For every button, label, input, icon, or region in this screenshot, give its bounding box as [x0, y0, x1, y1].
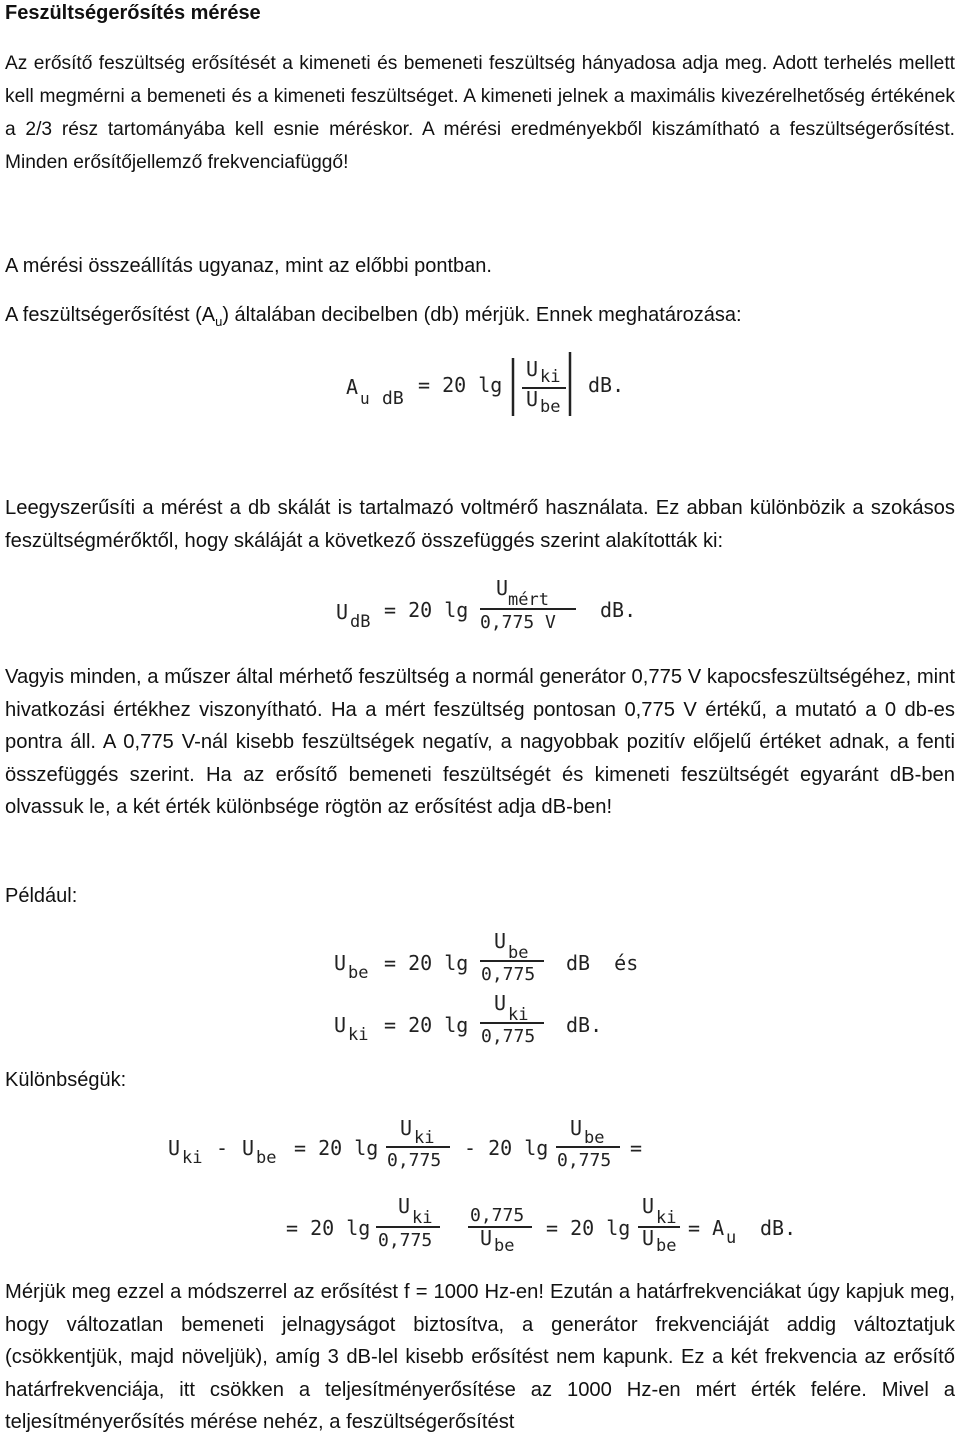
fraction-denominator-subscript: be [656, 1236, 677, 1256]
formula-operator: = 20 lg [384, 1013, 469, 1037]
formula-subscript: ki [182, 1148, 203, 1168]
formula-ube [326, 930, 656, 988]
formula-subscript: u [726, 1228, 737, 1248]
fraction-numerator: U [526, 357, 539, 381]
formula-udb [320, 575, 660, 645]
fraction-denominator: U [480, 1226, 493, 1250]
fraction-denominator: 0,775 V [480, 612, 556, 633]
fraction-denominator-subscript: be [540, 397, 561, 417]
paragraph-intro: Az erősítő feszültség erősítését a kimeneti és bemeneti feszültség hányadosa adja meg. Adott terhelés mellett kell megmérni a bemeneti és a kimeneti feszültséget. A kimeneti jelnek a maximális kivezérelhetőség értékének a 2/3 rész tartományába kell esnie méréskor. A mérési eredményekből kiszámítható a feszültségerősítést. Minden erősítőjellemző frekvenciafüggő! [5, 53, 955, 173]
fraction-numerator-subscript: ki [412, 1208, 433, 1228]
fraction-numerator: U [400, 1116, 413, 1140]
formula-difference-line1 [160, 1115, 660, 1175]
formula-voltage-gain-db [330, 350, 650, 422]
fraction-denominator: 0,775 [387, 1150, 442, 1171]
fraction-denominator: U [526, 387, 539, 411]
paragraph-db-definition: A feszültségerősítést $(A_u)$ általában decibelben (db) mérjük. Ennek meghatározása: [5, 304, 742, 329]
fraction-denominator: 0,775 [481, 964, 536, 985]
fraction-denominator: U [642, 1226, 655, 1250]
formula-operator: = 20 lg [418, 373, 503, 397]
formula-symbol: U [168, 1136, 181, 1160]
formula-symbol: U [242, 1136, 255, 1160]
formula-unit: dB és [566, 951, 639, 975]
fraction-numerator: U [496, 576, 509, 600]
formula-unit: dB. [760, 1216, 797, 1240]
fraction-numerator-subscript: ki [414, 1128, 435, 1148]
fraction-numerator-subscript: be [584, 1128, 605, 1148]
formula-unit: dB [382, 388, 404, 409]
paragraph-setup: A mérési összeállítás ugyanaz, mint az előbbi pontban. [5, 255, 492, 277]
formula-operator: = [630, 1136, 643, 1160]
fraction-numerator-subscript: be [508, 943, 529, 963]
fraction-denominator: 0,775 [378, 1230, 433, 1251]
fraction-denominator-subscript: be [494, 1236, 515, 1256]
formula-operator: - [216, 1136, 229, 1160]
formula-operator: = 20 lg [546, 1216, 631, 1240]
fraction-numerator: U [398, 1194, 411, 1218]
formula-unit: dB. [566, 1013, 603, 1037]
formula-symbol: U [336, 600, 349, 624]
formula-subscript: be [348, 963, 369, 983]
formula-operator: = 20 lg [384, 598, 469, 622]
formula-subscript: dB [350, 612, 371, 632]
fraction-numerator: U [570, 1116, 583, 1140]
fraction-numerator-subscript: ki [508, 1005, 529, 1025]
label-difference: Különbségük: [5, 1069, 127, 1091]
formula-difference-line2 [280, 1195, 810, 1257]
formula-subscript: ki [348, 1025, 369, 1045]
formula-uki [326, 992, 656, 1050]
formula-operator: = 20 lg [286, 1216, 371, 1240]
formula-operator: = 20 lg [384, 951, 469, 975]
fraction-denominator: 0,775 [557, 1150, 612, 1171]
formula-operator: = A [688, 1216, 725, 1240]
fraction-numerator: U [494, 991, 507, 1015]
formula-subscript: be [256, 1148, 277, 1168]
formula-operator: - 20 lg [464, 1136, 549, 1160]
label-example: Például: [5, 885, 78, 907]
formula-symbol: A [346, 375, 359, 399]
formula-symbol: U [334, 1013, 347, 1037]
fraction-denominator: 0,775 [481, 1026, 536, 1047]
fraction-numerator: U [494, 929, 507, 953]
formula-subscript: u [360, 389, 370, 408]
formula-unit: dB. [588, 373, 625, 397]
formula-unit: dB. [600, 598, 637, 622]
section-title: Feszültségerősítés mérése [5, 2, 261, 24]
fraction-numerator-subscript: ki [656, 1208, 677, 1228]
paragraph-cutoff-frequency: Mérjük meg ezzel a módszerrel az erősítést f = 1000 Hz-en! Ezután a határfrekvenciákat úgy kapjuk meg, hogy változatlan bemeneti jelnagyságot biztosítva, a generátor frekvenciáját addig változtatjuk (csökkentjük, majd növeljük), amíg 3 dB-lel kisebb erősítést nem kapunk. Ez a két frekvencia az erősítő határfrekvenciája, itt csökken a teljesítményerősítése az 1000 Hz-en mért érték felére. Mivel a teljesítményerősítés mérése nehéz, a feszültségerősítést [5, 1281, 955, 1433]
fraction-numerator-subscript: ki [540, 367, 561, 387]
paragraph-db-voltmeter: Leegyszerűsíti a mérést a db skálát is tartalmazó voltmérő használata. Ez abban különbözik a szokásos feszültségmérőktől, hogy skáláját a következő összefüggés szerint alakították ki: [5, 497, 955, 552]
formula-symbol: U [334, 951, 347, 975]
fraction-numerator: U [642, 1194, 655, 1218]
fraction-numerator-subscript: mért [508, 590, 549, 610]
paragraph-reference-voltage: Vagyis minden, a műszer által mérhető feszültség a normál generátor 0,775 V kapocsfeszültségéhez, mint hivatkozási értékhez viszonyítható. Ha a mért feszültség pontosan 0,775 V értékű, a mutató a 0 db-es pontra áll. A 0,775 V-nál kisebb feszültségek negatív, a nagyobbak pozitív előjelű értéket adnak, a fenti összefüggés szerint. Ha az erősítő bemeneti feszültségét és kimeneti feszültségét egyaránt dB-ben olvassuk le, a két érték különbsége rögtön az erősítést adja dB-ben! [5, 666, 955, 818]
fraction-numerator: 0,775 [470, 1205, 525, 1226]
formula-operator: = 20 lg [294, 1136, 379, 1160]
